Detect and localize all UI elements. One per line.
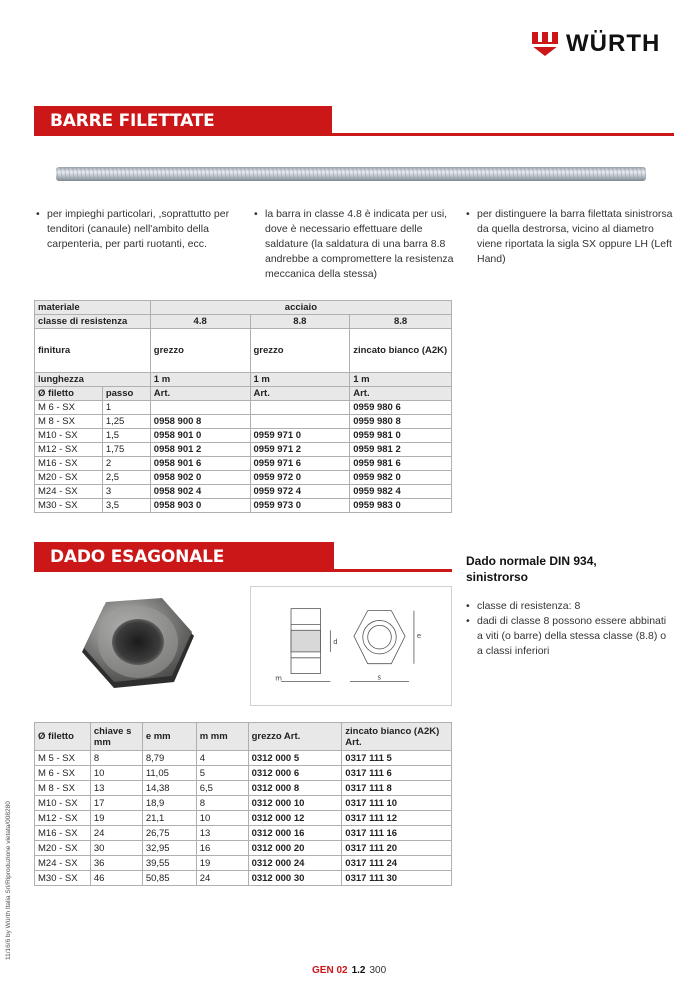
table-row xyxy=(35,766,452,781)
cell: 0317 111 24 xyxy=(342,856,452,871)
cell: 6,5 xyxy=(196,781,248,796)
header-cell: Ø filetto xyxy=(35,723,91,751)
table-row xyxy=(35,443,452,457)
table-row xyxy=(35,751,452,766)
cell: M24 - SX xyxy=(35,485,103,499)
cell: 10 xyxy=(196,811,248,826)
table-row xyxy=(35,796,452,811)
section-header-barre xyxy=(34,106,674,161)
cell: 0958 902 0 xyxy=(150,471,250,485)
dado-table xyxy=(34,722,452,886)
finitura-value: grezzo xyxy=(150,329,250,373)
cell xyxy=(150,401,250,415)
cell: M 8 - SX xyxy=(35,781,91,796)
bullet-item: • classe di resistenza: 8 xyxy=(466,599,671,614)
cell: 0317 111 6 xyxy=(342,766,452,781)
cell xyxy=(250,401,350,415)
cell: 0317 111 16 xyxy=(342,826,452,841)
cell: 0959 972 0 xyxy=(250,471,350,485)
hex-nut-drawing xyxy=(250,586,452,706)
finitura-value: zincato bianco (A2K) xyxy=(350,329,452,373)
footer-page-code: 1.2 xyxy=(351,965,366,976)
cell: 1,25 xyxy=(102,415,150,429)
table-row xyxy=(35,315,452,329)
cell: 19 xyxy=(196,856,248,871)
materiale-value: acciaio xyxy=(150,301,451,315)
logo-wordmark: WÜRTH xyxy=(566,30,661,57)
header-cell: e mm xyxy=(142,723,196,751)
header-cell: m mm xyxy=(196,723,248,751)
cell: M20 - SX xyxy=(35,841,91,856)
lunghezza-value: 1 m xyxy=(150,373,250,387)
cell: 0959 971 0 xyxy=(250,429,350,443)
cell: 1,5 xyxy=(102,429,150,443)
cell: 13 xyxy=(196,826,248,841)
bullets-col2 xyxy=(254,207,454,282)
hex-nut-photo xyxy=(34,586,236,706)
table-row xyxy=(35,401,452,415)
cell: 1 xyxy=(102,401,150,415)
cell: 4 xyxy=(196,751,248,766)
art-label: Art. xyxy=(350,387,452,401)
classe-value: 4.8 xyxy=(150,315,250,329)
cell: 0958 901 6 xyxy=(150,457,250,471)
cell: 24 xyxy=(90,826,142,841)
cell: M30 - SX xyxy=(35,871,91,886)
cell: 36 xyxy=(90,856,142,871)
table-row xyxy=(35,826,452,841)
table-row xyxy=(35,415,452,429)
lunghezza-value: 1 m xyxy=(350,373,452,387)
cell: 0312 000 6 xyxy=(248,766,342,781)
cell: 46 xyxy=(90,871,142,886)
table-row xyxy=(35,499,452,513)
bullets-col3 xyxy=(466,207,676,267)
cell: 19 xyxy=(90,811,142,826)
table-row xyxy=(35,485,452,499)
cell: 13 xyxy=(90,781,142,796)
cell: 2 xyxy=(102,457,150,471)
cell: 0317 111 10 xyxy=(342,796,452,811)
materiale-label: materiale xyxy=(35,301,151,315)
lunghezza-value: 1 m xyxy=(250,373,350,387)
drawing-label-d: d xyxy=(333,638,338,647)
art-label: Art. xyxy=(250,387,350,401)
table-row xyxy=(35,329,452,373)
finitura-value: grezzo xyxy=(250,329,350,373)
footer-section: GEN 02 xyxy=(312,965,348,976)
cell: 0959 982 4 xyxy=(350,485,452,499)
lunghezza-label: lunghezza xyxy=(35,373,151,387)
cell: 0317 111 12 xyxy=(342,811,452,826)
cell: 0959 981 2 xyxy=(350,443,452,457)
footer-page-number: 300 xyxy=(369,965,387,976)
sidebar-copyright: 11/16/6 by Würth Italia Srl/Riproduzione vietata/008280 xyxy=(5,801,12,960)
page-footer xyxy=(312,965,386,976)
cell: M12 - SX xyxy=(35,443,103,457)
cell: 0959 971 6 xyxy=(250,457,350,471)
cell: 32,95 xyxy=(142,841,196,856)
cell: 18,9 xyxy=(142,796,196,811)
classe-label: classe di resistenza xyxy=(35,315,151,329)
classe-value: 8.8 xyxy=(250,315,350,329)
cell: 16 xyxy=(196,841,248,856)
threaded-rod-image xyxy=(56,164,646,184)
cell: 0958 901 2 xyxy=(150,443,250,457)
drawing-label-e: e xyxy=(416,632,422,641)
cell: 0959 981 0 xyxy=(350,429,452,443)
table-row xyxy=(35,429,452,443)
bullet-item: • per distinguere la barra filettata sinistrorsa da quella destrorsa, vicino al diametro viene riportata la sigla SX oppure LH (Left Hand) xyxy=(466,207,676,267)
filetto-label: Ø filetto xyxy=(35,387,103,401)
wurth-logo xyxy=(530,28,670,60)
cell: 0312 000 5 xyxy=(248,751,342,766)
header-cell: grezzo Art. xyxy=(248,723,342,751)
cell: 0312 000 8 xyxy=(248,781,342,796)
cell: 10 xyxy=(90,766,142,781)
cell: 0312 000 12 xyxy=(248,811,342,826)
barre-table xyxy=(34,300,452,513)
cell: 0959 972 4 xyxy=(250,485,350,499)
bullet-item: • la barra in classe 4.8 è indicata per usi, dove è necessario effettuare delle saldature (la saldatura di una barra 8.8 andrebbe a compromettere la resistenza meccanica della stessa) xyxy=(254,207,454,282)
cell: 24 xyxy=(196,871,248,886)
cell: 0959 971 2 xyxy=(250,443,350,457)
cell: 0958 900 8 xyxy=(150,415,250,429)
cell: 11,05 xyxy=(142,766,196,781)
drawing-label-m: m xyxy=(275,674,282,683)
header-cell: zincato bianco (A2K) Art. xyxy=(342,723,452,751)
cell: 0958 901 0 xyxy=(150,429,250,443)
cell: 0959 981 6 xyxy=(350,457,452,471)
cell: 8,79 xyxy=(142,751,196,766)
table-row xyxy=(35,811,452,826)
cell: 30 xyxy=(90,841,142,856)
cell: 1,75 xyxy=(102,443,150,457)
cell: M10 - SX xyxy=(35,796,91,811)
cell: 50,85 xyxy=(142,871,196,886)
cell: 21,1 xyxy=(142,811,196,826)
cell: 5 xyxy=(196,766,248,781)
drawing-label-s: s xyxy=(377,673,382,682)
table-row xyxy=(35,471,452,485)
cell: 8 xyxy=(196,796,248,811)
bullets-dado xyxy=(466,599,671,659)
cell: 0959 983 0 xyxy=(350,499,452,513)
cell: M10 - SX xyxy=(35,429,103,443)
cell: 0312 000 16 xyxy=(248,826,342,841)
table-row xyxy=(35,301,452,315)
cell: 3,5 xyxy=(102,499,150,513)
product-title: Dado normale DIN 934, sinistrorso xyxy=(466,554,597,584)
cell: M 5 - SX xyxy=(35,751,91,766)
cell: 3 xyxy=(102,485,150,499)
cell: 39,55 xyxy=(142,856,196,871)
table-row xyxy=(35,781,452,796)
cell: 0959 973 0 xyxy=(250,499,350,513)
bullets-col1 xyxy=(36,207,236,252)
cell: 0317 111 8 xyxy=(342,781,452,796)
cell: 14,38 xyxy=(142,781,196,796)
cell: M20 - SX xyxy=(35,471,103,485)
cell: 0959 980 6 xyxy=(350,401,452,415)
finitura-label: finitura xyxy=(35,329,151,373)
cell: M30 - SX xyxy=(35,499,103,513)
cell: M16 - SX xyxy=(35,826,91,841)
cell: 0312 000 20 xyxy=(248,841,342,856)
table-row xyxy=(35,856,452,871)
cell: 0958 903 0 xyxy=(150,499,250,513)
cell: 0317 111 5 xyxy=(342,751,452,766)
cell: M 6 - SX xyxy=(35,401,103,415)
table-row xyxy=(35,373,452,387)
cell: M16 - SX xyxy=(35,457,103,471)
cell xyxy=(250,415,350,429)
table-row xyxy=(35,457,452,471)
cell: 8 xyxy=(90,751,142,766)
cell: M12 - SX xyxy=(35,811,91,826)
table-row xyxy=(35,841,452,856)
cell: 0958 902 4 xyxy=(150,485,250,499)
header-cell: chiave s mm xyxy=(90,723,142,751)
classe-value: 8.8 xyxy=(350,315,452,329)
cell: M 6 - SX xyxy=(35,766,91,781)
bullet-item: • per impieghi particolari, ,soprattutto per tenditori (canaule) nell'ambito della carpenteria, per parti ruotanti, ecc. xyxy=(36,207,236,252)
table-row xyxy=(35,387,452,401)
wurth-logo-icon xyxy=(530,30,560,58)
art-label: Art. xyxy=(150,387,250,401)
table-row xyxy=(35,871,452,886)
cell: 0959 980 8 xyxy=(350,415,452,429)
cell: 0317 111 20 xyxy=(342,841,452,856)
cell: M 8 - SX xyxy=(35,415,103,429)
section-title-dado: DADO ESAGONALE SINISTRORSO xyxy=(34,542,334,572)
cell: 0312 000 30 xyxy=(248,871,342,886)
cell: 17 xyxy=(90,796,142,811)
cell: 0317 111 30 xyxy=(342,871,452,886)
passo-label: passo xyxy=(102,387,150,401)
cell: 0312 000 10 xyxy=(248,796,342,811)
bullet-item: • dadi di classe 8 possono essere abbinati a viti (o barre) della stessa classe (8.8) o a classi inferiori xyxy=(466,614,671,659)
cell: 0312 000 24 xyxy=(248,856,342,871)
section-header-dado xyxy=(34,542,452,597)
section-title-barre: BARRE FILETTATE SINISTRORSE SX xyxy=(34,106,332,136)
table-header-row xyxy=(35,723,452,751)
cell: 2,5 xyxy=(102,471,150,485)
cell: 0959 982 0 xyxy=(350,471,452,485)
cell: 26,75 xyxy=(142,826,196,841)
cell: M24 - SX xyxy=(35,856,91,871)
